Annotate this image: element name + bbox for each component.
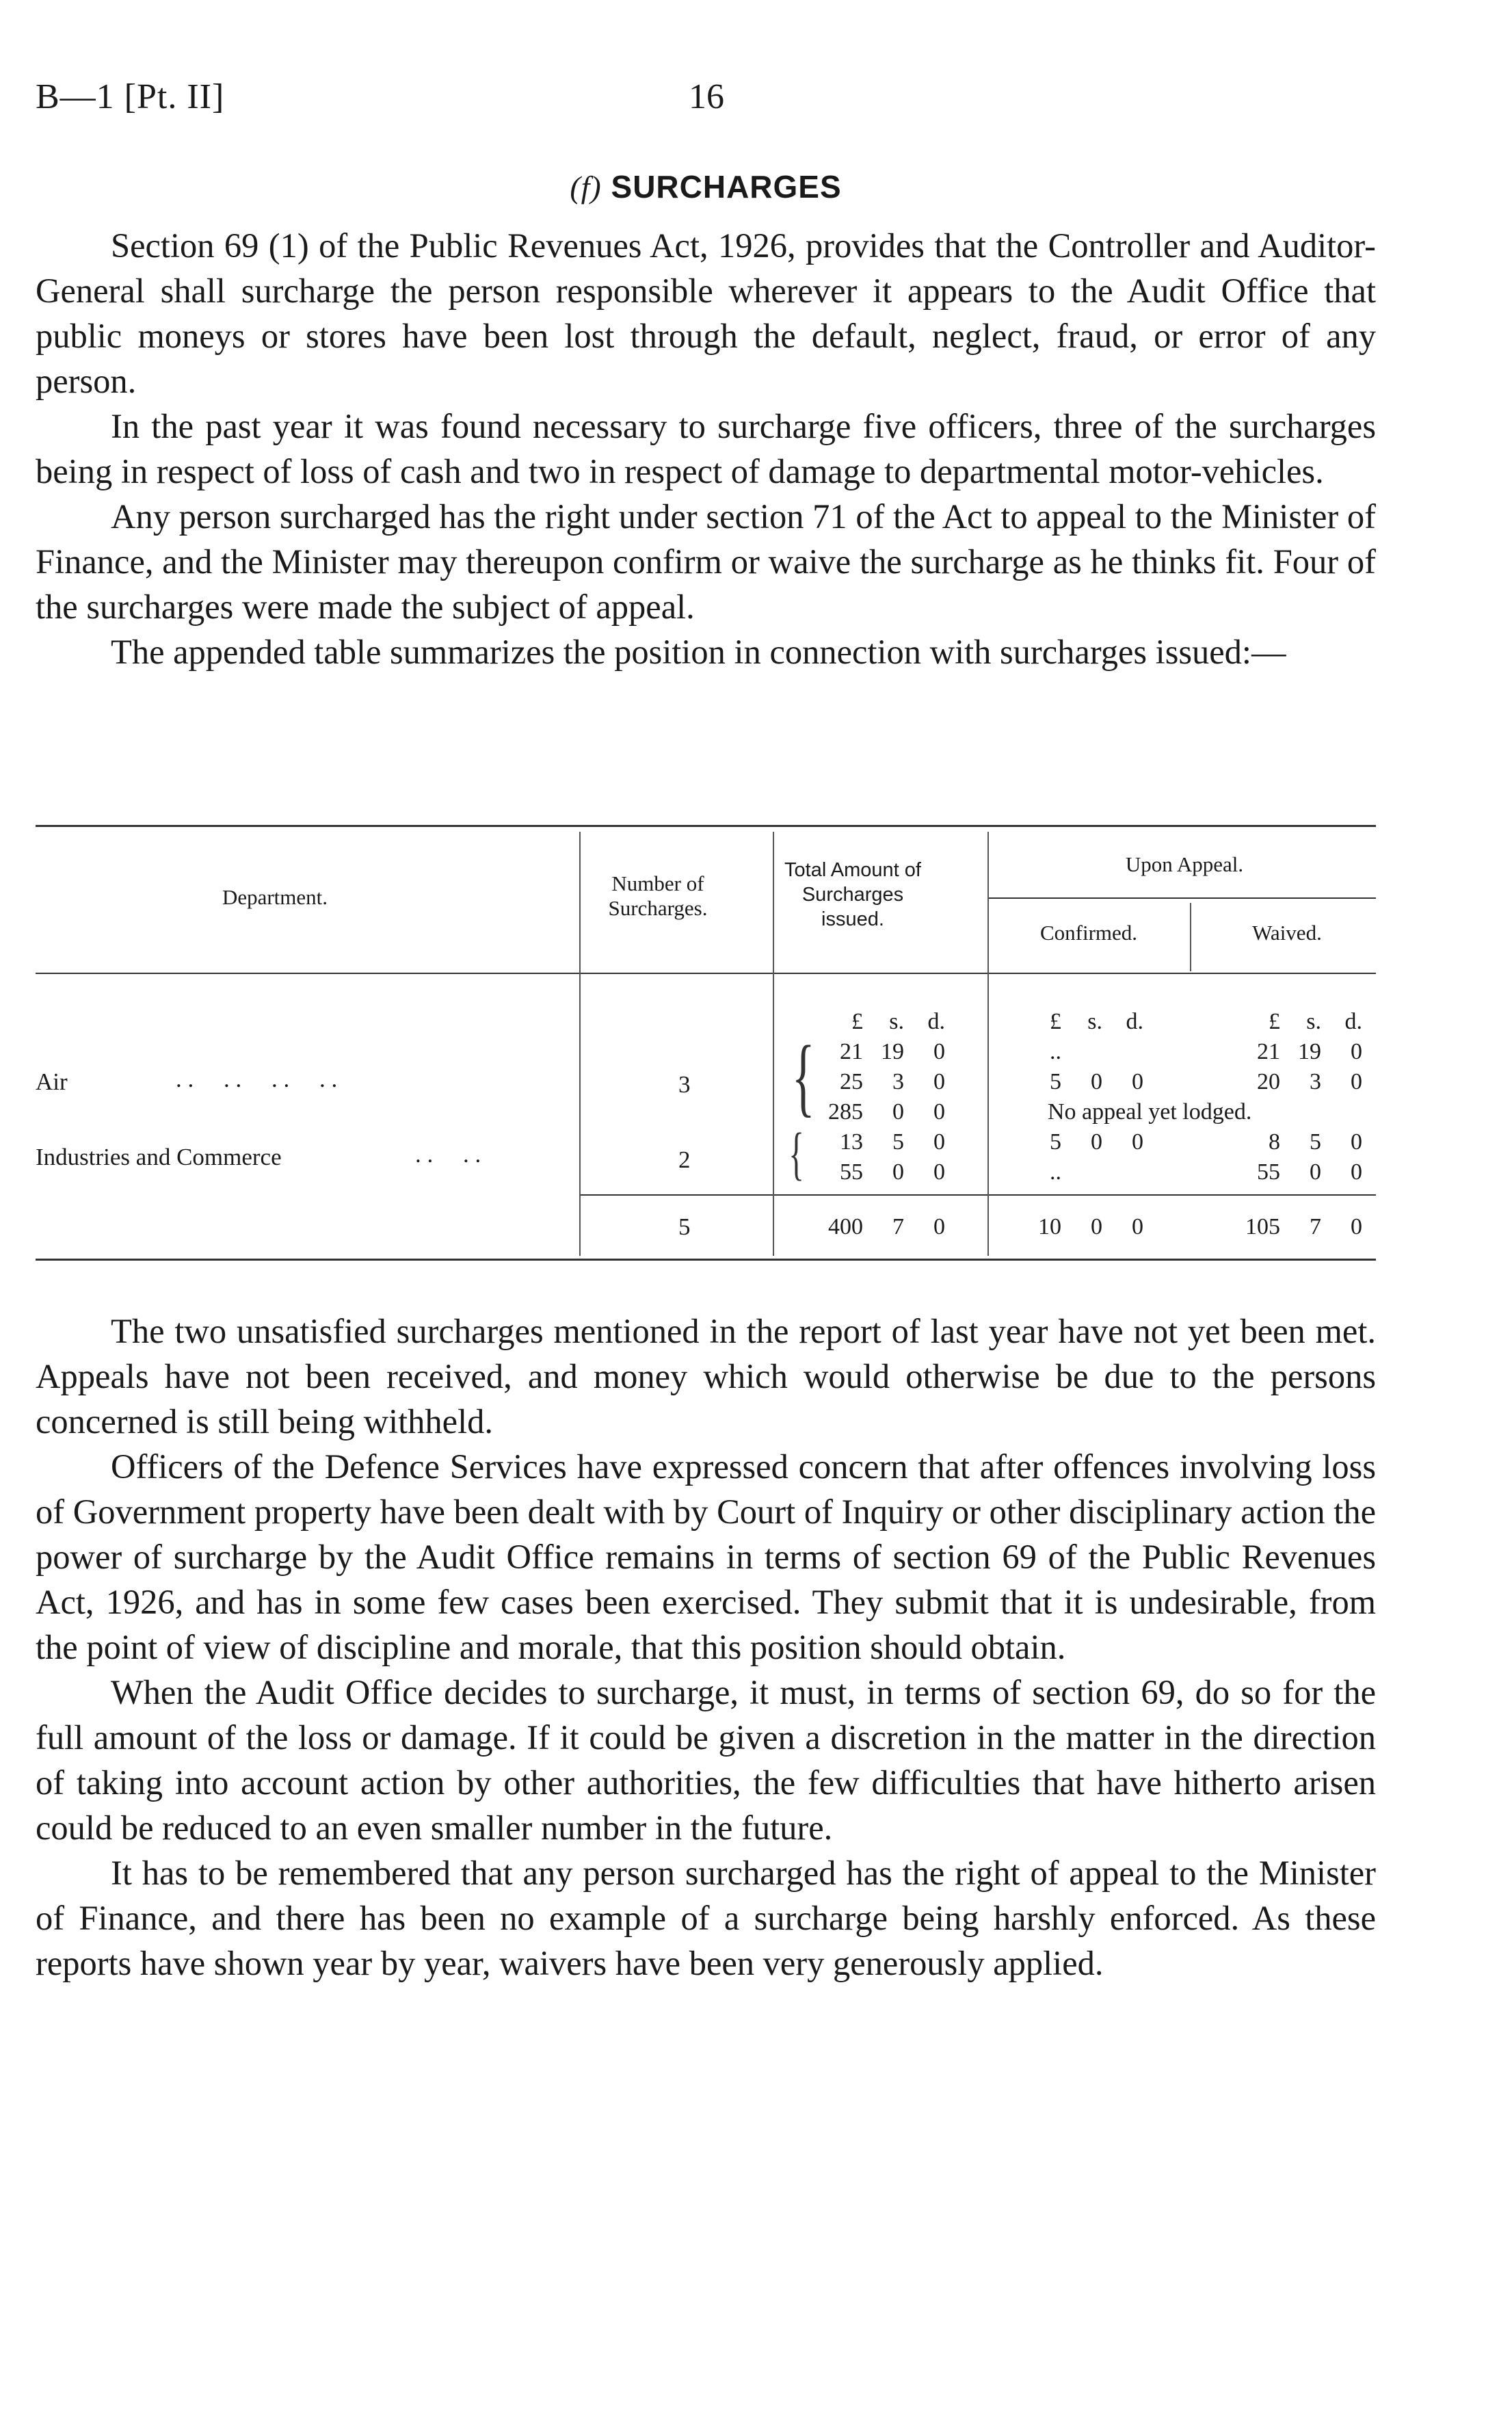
confirmed-amount-pence: 0 <box>1132 1069 1143 1094</box>
waived-amount-shillings: 0 <box>1310 1159 1321 1185</box>
count-industries: 2 <box>678 1146 691 1173</box>
header-bottom-rule <box>36 973 1376 974</box>
confirmed-amount-pence: 0 <box>1132 1129 1143 1155</box>
table-top-rule <box>36 825 1376 827</box>
unit-pounds: £ <box>1050 1009 1061 1034</box>
confirmed-amount-pounds: 5 <box>1050 1069 1061 1094</box>
paragraph: When the Audit Office decides to surcharge, it must, in terms of section 69, do so for the full amount of the loss or damage. If it could be given a discretion in the matter in the direction of taking into account action by other authorities, the few difficulties that have hitherto arisen could be reduced to an even smaller number in the future. <box>36 1673 1376 1847</box>
totals-confirmed-pounds: 10 <box>1038 1214 1061 1239</box>
paragraph: The two unsatisfied surcharges mentioned in the report of last year have not yet been met. Appeals have not been received, and money which would otherwise be due to the persons concerned is still being withheld. <box>36 1312 1376 1441</box>
header-total: Total Amount of Surcharges issued. <box>784 859 921 930</box>
total-amount-pence: 0 <box>933 1039 945 1064</box>
section-heading <box>36 168 1376 205</box>
col-divider <box>579 832 581 1256</box>
closing-paragraphs <box>36 1309 1376 1986</box>
brace-industries: { <box>788 1120 804 1186</box>
total-amount-pence: 0 <box>933 1099 945 1125</box>
confirmed-amount-shillings: 0 <box>1091 1129 1102 1155</box>
waived-amount-shillings: 5 <box>1310 1129 1321 1155</box>
waived-amount-pence: 0 <box>1351 1069 1362 1094</box>
header-confirmed: Confirmed. <box>1039 921 1138 945</box>
total-amount-shillings: 5 <box>892 1129 904 1155</box>
paragraph: Officers of the Defence Services have expressed concern that after offences involving loss of Government property have been dealt with by Court of Inquiry or other disciplinary action the power of surcharge by the Audit Office remains in terms of section 69 of the Public Revenues Act, 1926, and has in some few cases been exercised. They submit that it is undesirable, from the point of view of discipline and morale, that this position should obtain. <box>36 1447 1376 1666</box>
total-amount-pounds: 285 <box>828 1099 863 1125</box>
unit-pence: d. <box>927 1009 945 1034</box>
confirmed-amount-pounds: .. <box>1050 1159 1061 1185</box>
col-divider <box>1190 903 1191 971</box>
paragraph: The appended table summarizes the position in connection with surcharges issued:— <box>111 633 1286 671</box>
paragraph: It has to be remembered that any person surcharged has the right of appeal to the Minister of Finance, and there has been no example of a surcharge being harshly enforced. As these reports have shown year by year, waivers have been very generously applied. <box>36 1854 1376 1982</box>
unit-pence: d. <box>1344 1009 1362 1034</box>
section-title: SURCHARGES <box>611 169 842 205</box>
paragraph: Section 69 (1) of the Public Revenues Act, 1926, provides that the Controller and Auditor-General shall surcharge the person responsible wherever it appears to the Audit Office that public moneys or stores have been lost through the default, neglect, fraud, or error of any person. <box>36 226 1376 400</box>
appeal-sub-rule <box>987 897 1376 899</box>
waived-amount-pence: 0 <box>1351 1159 1362 1185</box>
total-amount-pounds: 55 <box>840 1159 863 1185</box>
totals-waived-pounds: 105 <box>1245 1214 1280 1239</box>
waived-amount-shillings: 19 <box>1298 1039 1321 1064</box>
dept-leader: . . . . <box>415 1141 481 1168</box>
section-marker: (f) <box>570 170 602 205</box>
total-amount-shillings: 19 <box>881 1039 904 1064</box>
waived-amount-pounds: 21 <box>1257 1039 1280 1064</box>
brace-air: { <box>791 1028 815 1125</box>
paragraph: In the past year it was found necessary to surcharge five officers, three of the surcharges being in respect of loss of cash and two in respect of damage to departmental motor-vehicles. <box>36 407 1376 490</box>
unit-shillings: s. <box>889 1009 904 1034</box>
totals-total-shillings: 7 <box>892 1214 904 1239</box>
confirmed-amount-shillings: 0 <box>1091 1069 1102 1094</box>
header-number: Number of Surcharges. <box>608 871 708 920</box>
total-amount-pounds: 21 <box>840 1039 863 1064</box>
total-amount-shillings: 0 <box>892 1099 904 1125</box>
waived-amount-pence: 0 <box>1351 1129 1362 1155</box>
totals-rule <box>579 1194 1376 1196</box>
total-amount-pounds: 13 <box>840 1129 863 1155</box>
count-air: 3 <box>678 1071 691 1098</box>
total-count: 5 <box>678 1213 691 1240</box>
totals-total-pence: 0 <box>933 1214 945 1239</box>
total-amount-pence: 0 <box>933 1129 945 1155</box>
dept-air: Air <box>36 1068 68 1095</box>
totals-confirmed-shillings: 0 <box>1091 1214 1102 1239</box>
page-number: 16 <box>689 77 724 116</box>
header-waived: Waived. <box>1252 921 1322 945</box>
total-amount-shillings: 3 <box>892 1069 904 1094</box>
waived-amount-pounds: 20 <box>1257 1069 1280 1094</box>
no-appeal-note: No appeal yet lodged. <box>1048 1099 1252 1125</box>
paragraph: Any person surcharged has the right under section 71 of the Act to appeal to the Minister of Finance, and the Minister may thereupon confirm or waive the surcharge as he thinks fit. Four of the surcharges were made the subject of appeal. <box>36 497 1376 626</box>
col-divider <box>987 832 989 1256</box>
col-divider <box>773 832 774 1256</box>
waived-amount-pence: 0 <box>1351 1039 1362 1064</box>
table-bottom-rule <box>36 1259 1376 1261</box>
waived-amount-pounds: 8 <box>1269 1129 1280 1155</box>
header-upon-appeal: Upon Appeal. <box>1125 852 1244 876</box>
running-header: B—1 [Pt. II] <box>36 77 225 116</box>
unit-shillings: s. <box>1306 1009 1321 1034</box>
unit-pence: d. <box>1126 1009 1143 1034</box>
total-amount-shillings: 0 <box>892 1159 904 1185</box>
total-amount-pence: 0 <box>933 1069 945 1094</box>
surcharges-table <box>36 825 1376 1263</box>
header-department: Department. <box>222 885 328 909</box>
total-amount-pounds: 25 <box>840 1069 863 1094</box>
totals-total-pounds: 400 <box>828 1214 863 1239</box>
total-amount-pence: 0 <box>933 1159 945 1185</box>
waived-amount-pounds: 55 <box>1257 1159 1280 1185</box>
dept-industries: Industries and Commerce <box>36 1144 282 1170</box>
confirmed-amount-pounds: .. <box>1050 1039 1061 1064</box>
totals-confirmed-pence: 0 <box>1132 1214 1143 1239</box>
unit-pounds: £ <box>1269 1009 1280 1034</box>
totals-waived-shillings: 7 <box>1310 1214 1321 1239</box>
unit-shillings: s. <box>1087 1009 1102 1034</box>
dept-leader: . . . . . . . . <box>176 1066 338 1092</box>
unit-pounds: £ <box>851 1009 863 1034</box>
totals-waived-pence: 0 <box>1351 1214 1362 1239</box>
waived-amount-shillings: 3 <box>1310 1069 1321 1094</box>
confirmed-amount-pounds: 5 <box>1050 1129 1061 1155</box>
intro-paragraphs <box>36 223 1376 674</box>
